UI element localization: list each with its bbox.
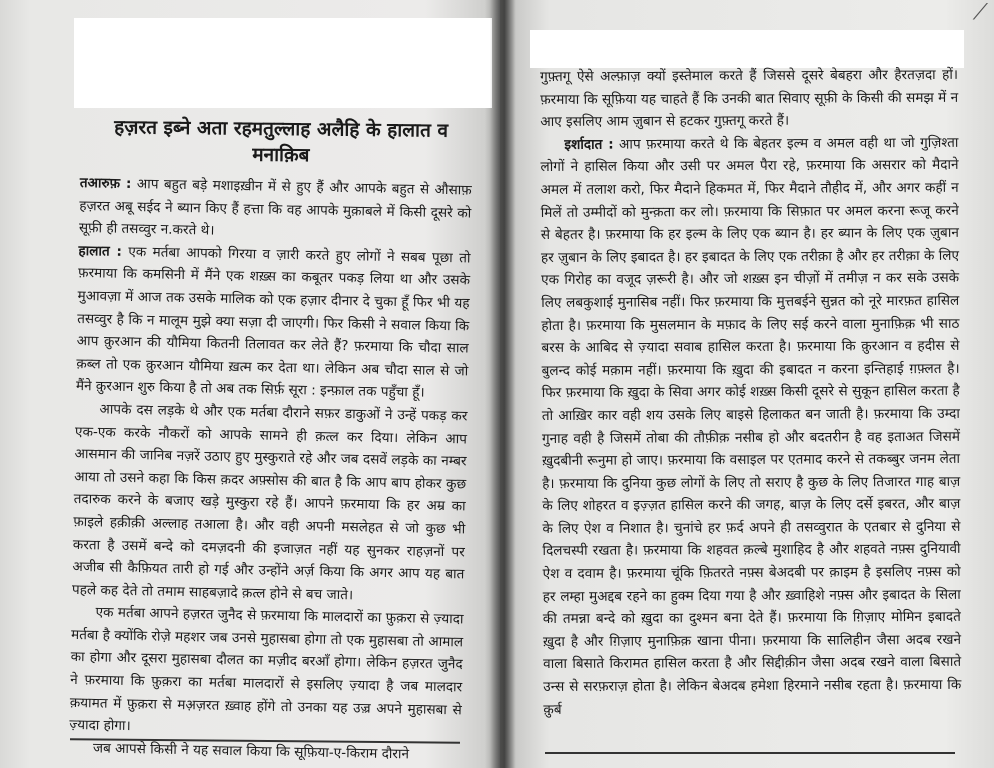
paragraph-text: आपके दस लड़के थे और एक मर्तबा दौराने सफ़र डाकुओं ने उन्हें पकड़ कर एक-एक करके नौकरों को आपके सामने ही क़त्ल कर दिया। लेकिन आप आसमान की जानिब नज़रें उठाए हुए मुस्कुराते रहे और जब दसवें लड़के का नम्बर आया तो उसने कहा कि किस क़दर अफ़्सोस की बात है कि आप बाप होकर कुछ तदारुक करने के बजाए खड़े मुस्कुरा रहे हैं। आपने फ़रमाया कि हर अम्र का फ़ाइले हक़ीक़ी अल्लाह तआला है। और वही अपनी मसलेहत से जो कुछ भी करता है उसमें बन्दे को दमज़दनी की इजाज़त नहीं यह सुनकर राहज़नों पर अजीब सी कैफ़ियत तारी हो गई और उन्होंने अर्ज़ किया कि अगर आप यह बात पहले कह देते तो तमाम साहबज़ादे क़त्ल होने से बच जाते। <box>71 401 468 604</box>
paragraph-sayings <box>540 132 961 722</box>
paragraph <box>540 64 958 134</box>
paragraph-text: एक मर्तबा आपने हज़रत जुनैद से फ़रमाया कि मालदारों का फ़ुक़रा से ज़्यादा मर्तबा है क्योंकि रोज़े महशर जब उनसे मुहासबा होगा तो एक मुहासबा तो आमाल का होगा और दूसरा मुहासबा दौलत का मज़ीद बरआँ होगा। लेकिन हज़रत जुनैद ने फ़रमाया कि फ़ुक़रा का मर्तबा मालदारों से इसलिए ज़्यादा है जब मालदार क़यामत में फ़ुक़रा से मअ़ज़रत ख़्वाह होंगे तो उनका यह उज़्र अपने मुहासबा से ज़्यादा होगा। <box>69 604 464 735</box>
right-page-body <box>540 64 961 721</box>
left-page-body <box>69 172 472 767</box>
footer-rule <box>545 752 955 754</box>
paragraph <box>69 601 464 744</box>
right-page <box>500 0 994 768</box>
book-gutter <box>490 0 516 768</box>
paragraph-text: आप बहुत बड़े मशाइख़ीन में से हुए हैं और आपके बहुत से औसाफ़ हज़रत अबू सईद ने ब्यान किए हैं हत्ता कि वह आपके मुक़ाबले में किसी दूसरे को सूफ़ी ही तसव्वुर न.करते थे। <box>78 176 472 239</box>
paragraph-circumstances <box>76 240 471 406</box>
paragraph-introduction <box>79 172 472 247</box>
paragraph-label: इर्शादात : <box>564 136 614 153</box>
chapter-title: हज़रत इब्ने अता रहमतुल्लाह अलैहि के हालात व मनाक़िब <box>114 116 449 167</box>
redacted-header-left <box>74 18 492 108</box>
paragraph-text: एक मर्तबा आपको गिरया व ज़ारी करते हुए लोगों ने सबब पूछा तो फ़रमाया कि कमसिनी में मैंने एक शख़्स का कबूतर पकड़ लिया था और उसके मुआवज़ा में आज तक उसके मालिक को एक हज़ार दीनार दे चुका हूँ फिर भी यह तसव्वुर है कि न मालूम मुझे क्या सज़ा दी जाएगी। फिर किसी ने सवाल किया कि आप क़ुरआन की यौमिया कितनी तिलावत कर लेते हैं? फ़रमाया कि चौदा साल क़ब्ल तो एक क़ुरआन यौमिया ख़त्म कर देता था। लेकिन अब चौदा साल से जो मैंने क़ुरआन शुरु किया है तो अब तक सिर्फ़ सूरा : इन्फ़ाल तक पहुँचा हूँ। <box>75 243 471 401</box>
paragraph-label: हालात : <box>78 242 123 260</box>
paragraph-text: जब आपसे किसी ने यह सवाल किया कि सूफ़िया-ए-किराम दौराने <box>92 740 410 763</box>
paragraph-text: गुफ़्तगू ऐसे अल्फ़ाज़ क्यों इस्तेमाल करते हैं जिससे दूसरे बेबहरा और हैरतज़दा हों। फ़रमाया कि सूफ़िया यह चाहते हैं कि उनकी बात सिवाए सूफ़ी के किसी की समझ में न आए इसलिए आम ज़ुबान से हटकर गुफ़्तगू करते हैं। <box>540 66 959 131</box>
paragraph-label: तआरुफ़ : <box>79 174 132 192</box>
redacted-header-right <box>530 30 964 68</box>
paragraph <box>72 398 468 609</box>
page-corner-mark: ⟋ <box>972 0 988 25</box>
paragraph-text: आप फ़रमाया करते थे कि बेहतर इल्म व अमल वही था जो गुज़िश्ता लोगों ने हासिल किया और उसी पर अमल पैरा रहे, फ़रमाया कि असरार को मैदाने अमल में तलाश करो, फिर मैदाने हिकमत में, फिर मैदाने तौहीद में, और अगर कहीं न मिलें तो उम्मीदों को मुन्क़ता कर लो। फ़रमाया कि सिफ़ात पर अमल करना रूजू करने से बेहतर है। फ़रमाया कि हर इल्म के लिए एक ब्यान है। हर ब्यान के लिए एक ज़ुबान हर ज़ुबान के लिए इबादत है। हर इबादत के लिए एक तरीक़ा है और हर तरीक़ा के लिए एक गिरोह का वजूद ज़रूरी है। और जो शख़्स इन चीज़ों में तमीज़ न कर सके उसके लिए लबकुशाई मुनासिब नहीं। फिर फ़रमाया कि मुत्तबईने सुन्नत को नूरे मारफ़त हासिल होता है। फ़रमाया कि मुसलमान के मफ़ाद के लिए सई करने वाला मुनाफ़िक़ भी साठ बरस के आबिद से ज़्यादा सवाब हासिल करता है। फ़रमाया कि क़ुरआन व हदीस से बुलन्द कोई मक़ाम नहीं। फ़रमाया कि ख़ुदा की इबादत न करना इन्तिहाई ग़फ़्लत है। फिर फ़रमाया कि ख़ुदा के सिवा अगर कोई शख़्स किसी दूसरे से सुकून हासिल करता है तो आख़िर कार वही शय उसके लिए बाइसे हिलाकत बन जाती है। फ़रमाया कि उम्दा गुनाह वही है जिसमें तोबा की तौफ़ीक़ नसीब हो और बदतरीन है वह इताअत जिसमें ख़ुदबीनी रूनुमा हो जाए। फ़रमाया कि वसाइल पर एतमाद करने से तकब्बुर जनम लेता है। फ़रमाया कि दुनिया कुछ लोगों के लिए तो सराए है कुछ के लिए तिजारत गाह बाज़ के लिए शोहरत व इज़्ज़त हासिल करने की जगह, बाज़ के लिए दर्से इबरत, और बाज़ के लिए ऐश व निशात है। चुनांचे हर फ़र्द अपने ही तसव्वुरात के एतबार से दुनिया से दिलचस्पी रखता है। फ़रमाया कि शहवत क़ल्बे मुशाहिद है और शहवते नफ़्स दुनियावी ऐश व दवाम है। फ़रमाया चूंकि फ़ितरते नफ़्स बेअदबी पर क़ाइम है इसलिए नफ़्स को हर लम्हा मुअद्दब रहने का हुक्म दिया गया है और ख़्वाहिशे नफ़्स और इबादत के सिला की तमन्ना बन्दे को ख़ुदा का दुश्मन बना देते हैं। फ़रमाया कि ग़िज़ाए मोमिन इबादते ख़ुदा है और ग़िज़ाए मुनाफ़िक़ खाना पीना। फ़रमाया कि सालिहीन जैसा अदब रखने वाला बिसाते किरामत हासिल करता है और सिद्दीक़ीन जैसा अदब रखने वाला बिसाते उन्स से सरफ़राज़ होता है। लेकिन बेअदब हमेशा हिरमाने नसीब रहता है। फ़रमाया कि क़ुर्ब <box>540 134 962 718</box>
